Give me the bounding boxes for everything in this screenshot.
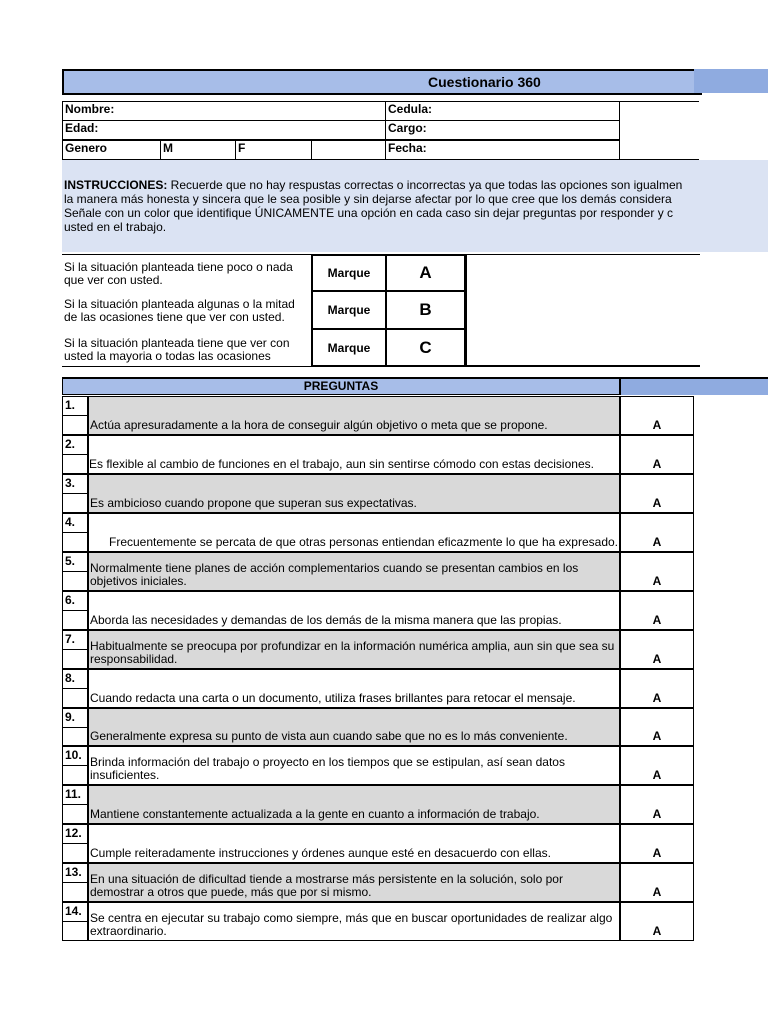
genero-m-option[interactable]: M <box>160 140 236 160</box>
answer-cell[interactable]: A <box>620 902 694 941</box>
title-bar-extension <box>694 69 768 93</box>
instructions-box <box>62 160 768 252</box>
question-number: 9. <box>62 708 88 728</box>
question-number: 14. <box>62 902 88 922</box>
answer-cell[interactable]: A <box>620 396 694 435</box>
legend-c-text: Si la situación planteada tiene que ver con usted la mayoria o todas las ocasiones <box>64 336 290 363</box>
question-row <box>62 824 694 863</box>
question-text: Cuando redacta una carta o un documento, utiliza frases brillantes para retocar el mensaje. <box>88 669 620 708</box>
legend-blank-area <box>466 254 700 367</box>
question-number: 8. <box>62 669 88 689</box>
nombre-field[interactable]: Nombre: <box>62 101 386 121</box>
question-text: Es flexible al cambio de funciones en el trabajo, aun sin sentirse cómodo con estas decisiones. <box>88 435 620 474</box>
question-number: 3. <box>62 474 88 494</box>
question-number: 6. <box>62 591 88 611</box>
instructions-line-3: Señale con un color que identifique ÚNICAMENTE una opción en cada caso sin dejar preguntas por responder y c <box>64 206 674 220</box>
question-row <box>62 863 694 902</box>
answer-cell[interactable]: A <box>620 630 694 669</box>
legend-a-letter: A <box>385 254 466 292</box>
title-bar <box>62 69 702 95</box>
instructions-line-4: usted en el trabajo. <box>64 220 167 234</box>
question-text: Generalmente expresa su punto de vista aun cuando sabe que no es lo más conveniente. <box>88 708 620 746</box>
legend-b-text: Si la situación planteada algunas o la mitad de las ocasiones tiene que ver con usted. <box>64 297 295 324</box>
answer-cell[interactable]: A <box>620 591 694 630</box>
question-number: 11. <box>62 785 88 805</box>
answer-cell[interactable]: A <box>620 552 694 591</box>
question-row <box>62 474 694 513</box>
question-row <box>62 513 694 552</box>
question-row <box>62 630 694 669</box>
question-text: Aborda las necesidades y demandas de los demás de la misma manera que las propias. <box>88 591 620 630</box>
question-row <box>62 396 694 435</box>
question-text: En una situación de dificultad tiende a mostrarse más persistente en la solución, solo por demostrar a otros que puede, más que por si mismo. <box>88 863 620 902</box>
answers-header <box>620 377 768 395</box>
answer-cell[interactable]: A <box>620 824 694 863</box>
legend-c-marque: Marque <box>311 328 387 367</box>
legend-a-marque: Marque <box>311 254 387 292</box>
legend-c-letter: C <box>385 328 466 367</box>
question-row <box>62 435 694 474</box>
question-text: Mantiene constantemente actualizada a la gente en cuanto a información de trabajo. <box>88 785 620 824</box>
instructions-line-1: INSTRUCCIONES: Recuerde que no hay respustas correctas o incorrectas ya que todas las opciones son igualmen <box>64 178 683 192</box>
question-text: Es ambicioso cuando propone que superan sus expectativas. <box>88 474 620 513</box>
question-row <box>62 785 694 824</box>
cedula-field[interactable]: Cedula: <box>385 101 620 121</box>
question-row <box>62 591 694 630</box>
photo-box <box>619 101 699 160</box>
answer-cell[interactable]: A <box>620 785 694 824</box>
question-row <box>62 902 694 941</box>
question-number: 5. <box>62 552 88 572</box>
question-text: Normalmente tiene planes de acción complementarios cuando se presentan cambios en los objetivos iniciales. <box>88 552 620 591</box>
question-text: Habitualmente se preocupa por profundizar en la información numérica amplia, aun sin que sea su responsabilidad. <box>88 630 620 669</box>
legend-a-text: Si la situación planteada tiene poco o nada que ver con usted. <box>64 260 293 287</box>
question-row <box>62 669 694 708</box>
preguntas-header: PREGUNTAS <box>62 377 620 395</box>
question-number: 2. <box>62 435 88 455</box>
fecha-field[interactable]: Fecha: <box>385 140 620 160</box>
answer-cell[interactable]: A <box>620 863 694 902</box>
answer-cell[interactable]: A <box>620 474 694 513</box>
question-number: 12. <box>62 824 88 844</box>
question-row <box>62 746 694 785</box>
question-number: 13. <box>62 863 88 883</box>
question-text: Frecuentemente se percata de que otras personas entiendan eficazmente lo que ha expresado. <box>88 513 620 552</box>
answer-cell[interactable]: A <box>620 435 694 474</box>
answer-cell[interactable]: A <box>620 669 694 708</box>
question-number: 10. <box>62 746 88 766</box>
question-number: 4. <box>62 513 88 533</box>
question-text: Cumple reiteradamente instrucciones y órdenes aunque esté en desacuerdo con ellas. <box>88 824 620 863</box>
genero-blank[interactable] <box>311 140 386 160</box>
answer-cell[interactable]: A <box>620 746 694 785</box>
question-row <box>62 708 694 746</box>
question-text: Brinda información del trabajo o proyecto en los tiempos que se estipulan, así sean datos insuficientes. <box>88 746 620 785</box>
genero-f-option[interactable]: F <box>235 140 312 160</box>
page-title: Cuestionario 360 <box>428 74 541 90</box>
question-number: 1. <box>62 396 88 416</box>
legend-b-marque: Marque <box>311 290 387 330</box>
instructions-line-2: la manera más honesta y sincera que le sea posible y sin dejarse afectar por lo que cree que los demás considera <box>64 192 672 206</box>
question-text: Actúa apresuradamente a la hora de conseguir algún objetivo o meta que se propone. <box>88 396 620 435</box>
edad-field[interactable]: Edad: <box>62 120 386 140</box>
legend-b-letter: B <box>385 290 466 330</box>
genero-label: Genero <box>62 140 161 160</box>
answer-cell[interactable]: A <box>620 513 694 552</box>
question-number: 7. <box>62 630 88 650</box>
question-row <box>62 552 694 591</box>
question-text: Se centra en ejecutar su trabajo como siempre, más que en buscar oportunidades de realizar algo extraordinario. <box>88 902 620 941</box>
cargo-field[interactable]: Cargo: <box>385 120 620 140</box>
answer-cell[interactable]: A <box>620 708 694 746</box>
